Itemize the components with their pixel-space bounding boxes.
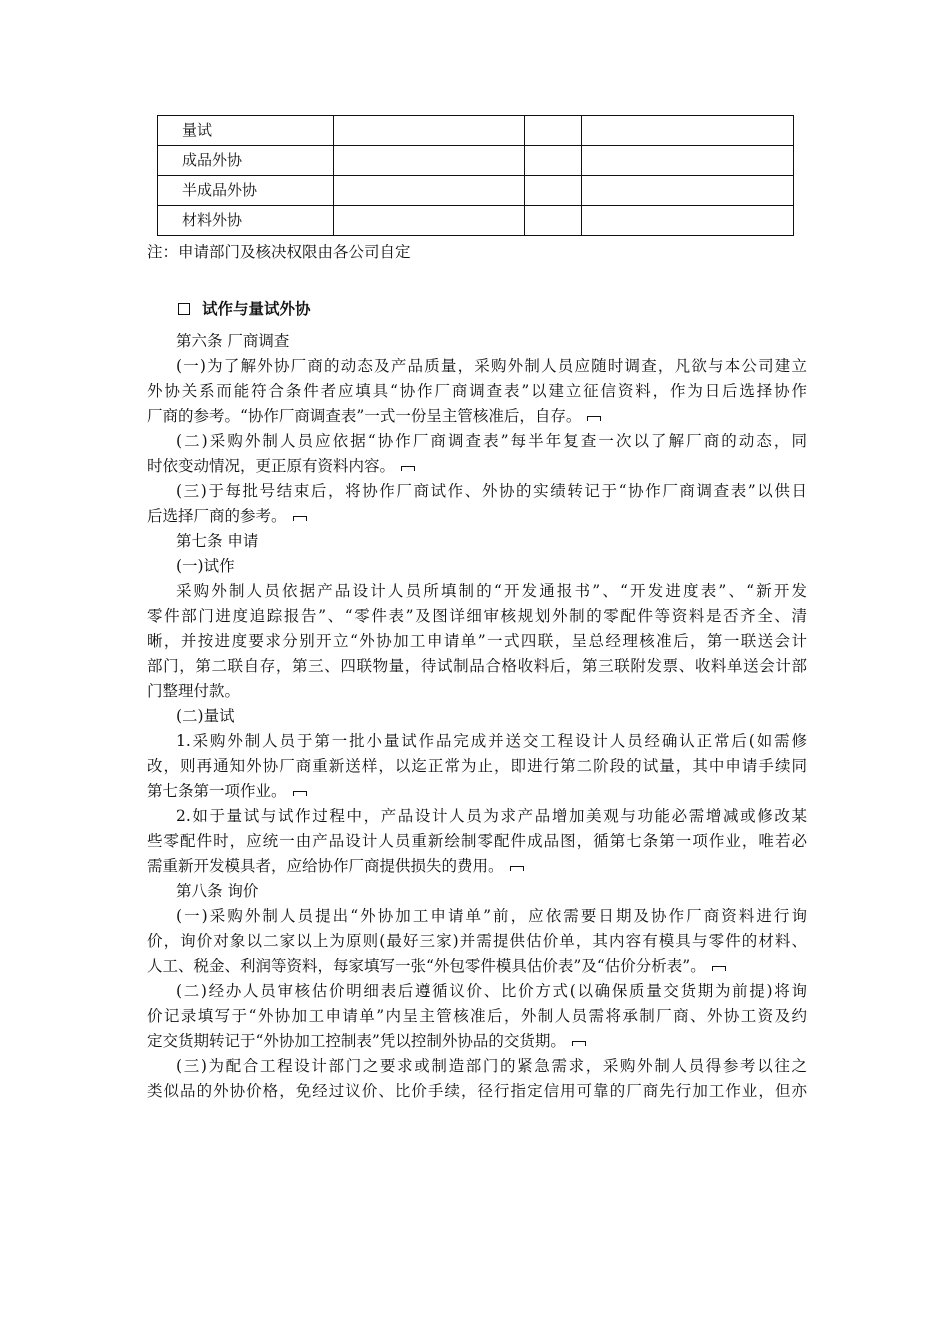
table-cell-empty <box>334 206 525 236</box>
table-row <box>158 116 794 146</box>
table-cell-empty <box>525 206 582 236</box>
table-row <box>158 206 794 236</box>
paragraph-line: 类似品的外协价格，免经过议价、比价手续，径行指定信用可靠的厂商先行加工作业，但亦 <box>147 1082 807 1100</box>
paragraph-line: (三)于每批号结束后，将协作厂商试作、外协的实绩转记于“协作厂商调查表”以供日 <box>176 482 807 500</box>
return-mark-icon <box>510 866 524 871</box>
table-cell-item: 材料外协 <box>158 206 334 236</box>
table-cell-empty <box>334 116 525 146</box>
article-title: 第七条 申请 <box>176 532 259 550</box>
paragraph-line: 后选择厂商的参考。 <box>147 504 807 529</box>
table-cell-empty <box>525 116 582 146</box>
paragraph-line: (一)采购外制人员提出“外协加工申请单”前，应依需要日期及协作厂商资料进行询 <box>176 907 807 925</box>
table-cell-empty <box>582 176 794 206</box>
table-cell-item: 量试 <box>158 116 334 146</box>
section-heading <box>147 296 807 321</box>
paragraph-line: 需重新开发模具者，应给协作厂商提供损失的费用。 <box>147 854 807 879</box>
paragraph-line: 零件部门进度追踪报告”、“零件表”及图详细审核规划外制的零配件等资料是否齐全、清 <box>147 607 807 625</box>
paragraph-line: 厂商的参考。“协作厂商调查表”一式一份呈主管核准后，自存。 <box>147 404 807 429</box>
section-heading-text: 试作与量试外协 <box>202 299 311 318</box>
return-mark-icon <box>572 1041 586 1046</box>
subsection-title: (一)试作 <box>176 557 235 575</box>
table-cell-empty <box>525 146 582 176</box>
table-cell-item: 成品外协 <box>158 146 334 176</box>
table-cell-empty <box>582 116 794 146</box>
paragraph-line: (一)为了解外协厂商的动态及产品质量，采购外制人员应随时调查，凡欲与本公司建立 <box>176 357 807 375</box>
paragraph-line: 时依变动情况，更正原有资料内容。 <box>147 454 807 479</box>
document-body <box>147 296 807 1104</box>
paragraph-line: 外协关系而能符合条件者应填具“协作厂商调查表”以建立征信资料，作为日后选择协作 <box>147 382 807 400</box>
return-mark-icon <box>293 516 307 521</box>
paragraph-line: 门整理付款。 <box>147 682 241 700</box>
table-row <box>158 176 794 206</box>
paragraph-line: 定交货期转记于“外协加工控制表”凭以控制外协品的交货期。 <box>147 1029 807 1054</box>
article-title: 第六条 厂商调查 <box>176 332 290 350</box>
table-cell-empty <box>582 146 794 176</box>
paragraph-line: 价，询价对象以二家以上为原则(最好三家)并需提供估价单，其内容有模具与零件的材料、 <box>147 932 807 950</box>
table-cell-item: 半成品外协 <box>158 176 334 206</box>
article-title: 第八条 询价 <box>176 882 259 900</box>
checkbox-icon <box>178 303 190 315</box>
paragraph-line: 第七条第一项作业。 <box>147 779 807 804</box>
return-mark-icon <box>712 966 726 971</box>
table-cell-empty <box>334 176 525 206</box>
table-cell-empty <box>525 176 582 206</box>
return-mark-icon <box>401 466 415 471</box>
paragraph-line: 采购外制人员依据产品设计人员所填制的“开发通报书”、“开发进度表”、“新开发 <box>176 582 807 600</box>
paragraph-line: 部门，第二联自存，第三、四联物量，待试制品合格收料后，第三联附发票、收料单送会计部 <box>147 657 807 675</box>
paragraph-line: 改，则再通知外协厂商重新送样，以迄正常为止，即进行第二阶段的试量，其中申请手续同 <box>147 757 807 775</box>
subsection-title: (二)量试 <box>176 707 235 725</box>
paragraph-line: 2.如于量试与试作过程中，产品设计人员为求产品增加美观与功能必需增减或修改某 <box>176 807 807 825</box>
paragraph-line: (三)为配合工程设计部门之要求或制造部门的紧急需求，采购外制人员得参考以往之 <box>176 1057 807 1075</box>
paragraph-line: 晰，并按进度要求分别开立“外协加工申请单”一式四联，呈总经理核准后，第一联送会计 <box>147 632 807 650</box>
approval-table <box>157 115 794 236</box>
table-row <box>158 146 794 176</box>
table-cell-empty <box>582 206 794 236</box>
paragraph-line: (二)采购外制人员应依据“协作厂商调查表”每半年复查一次以了解厂商的动态，同 <box>176 432 807 450</box>
paragraph-line: 1.采购外制人员于第一批小量试作品完成并送交工程设计人员经确认正常后(如需修 <box>176 732 807 750</box>
table-cell-empty <box>334 146 525 176</box>
return-mark-icon <box>587 416 601 421</box>
paragraph-line: 价记录填写于“外协加工申请单”内呈主管核准后，外制人员需将承制厂商、外协工资及约 <box>147 1007 807 1025</box>
paragraph-line: 些零配件时，应统一由产品设计人员重新绘制零配件成品图，循第七条第一项作业，唯若必 <box>147 832 807 850</box>
table-note: 注：申请部门及核决权限由各公司自定 <box>147 243 411 261</box>
paragraph-line: (二)经办人员审核估价明细表后遵循议价、比价方式(以确保质量交货期为前提)将询 <box>176 982 807 1000</box>
return-mark-icon <box>293 791 307 796</box>
paragraph-line: 人工、税金、利润等资料，每家填写一张“外包零件模具估价表”及“估价分析表”。 <box>147 954 807 979</box>
